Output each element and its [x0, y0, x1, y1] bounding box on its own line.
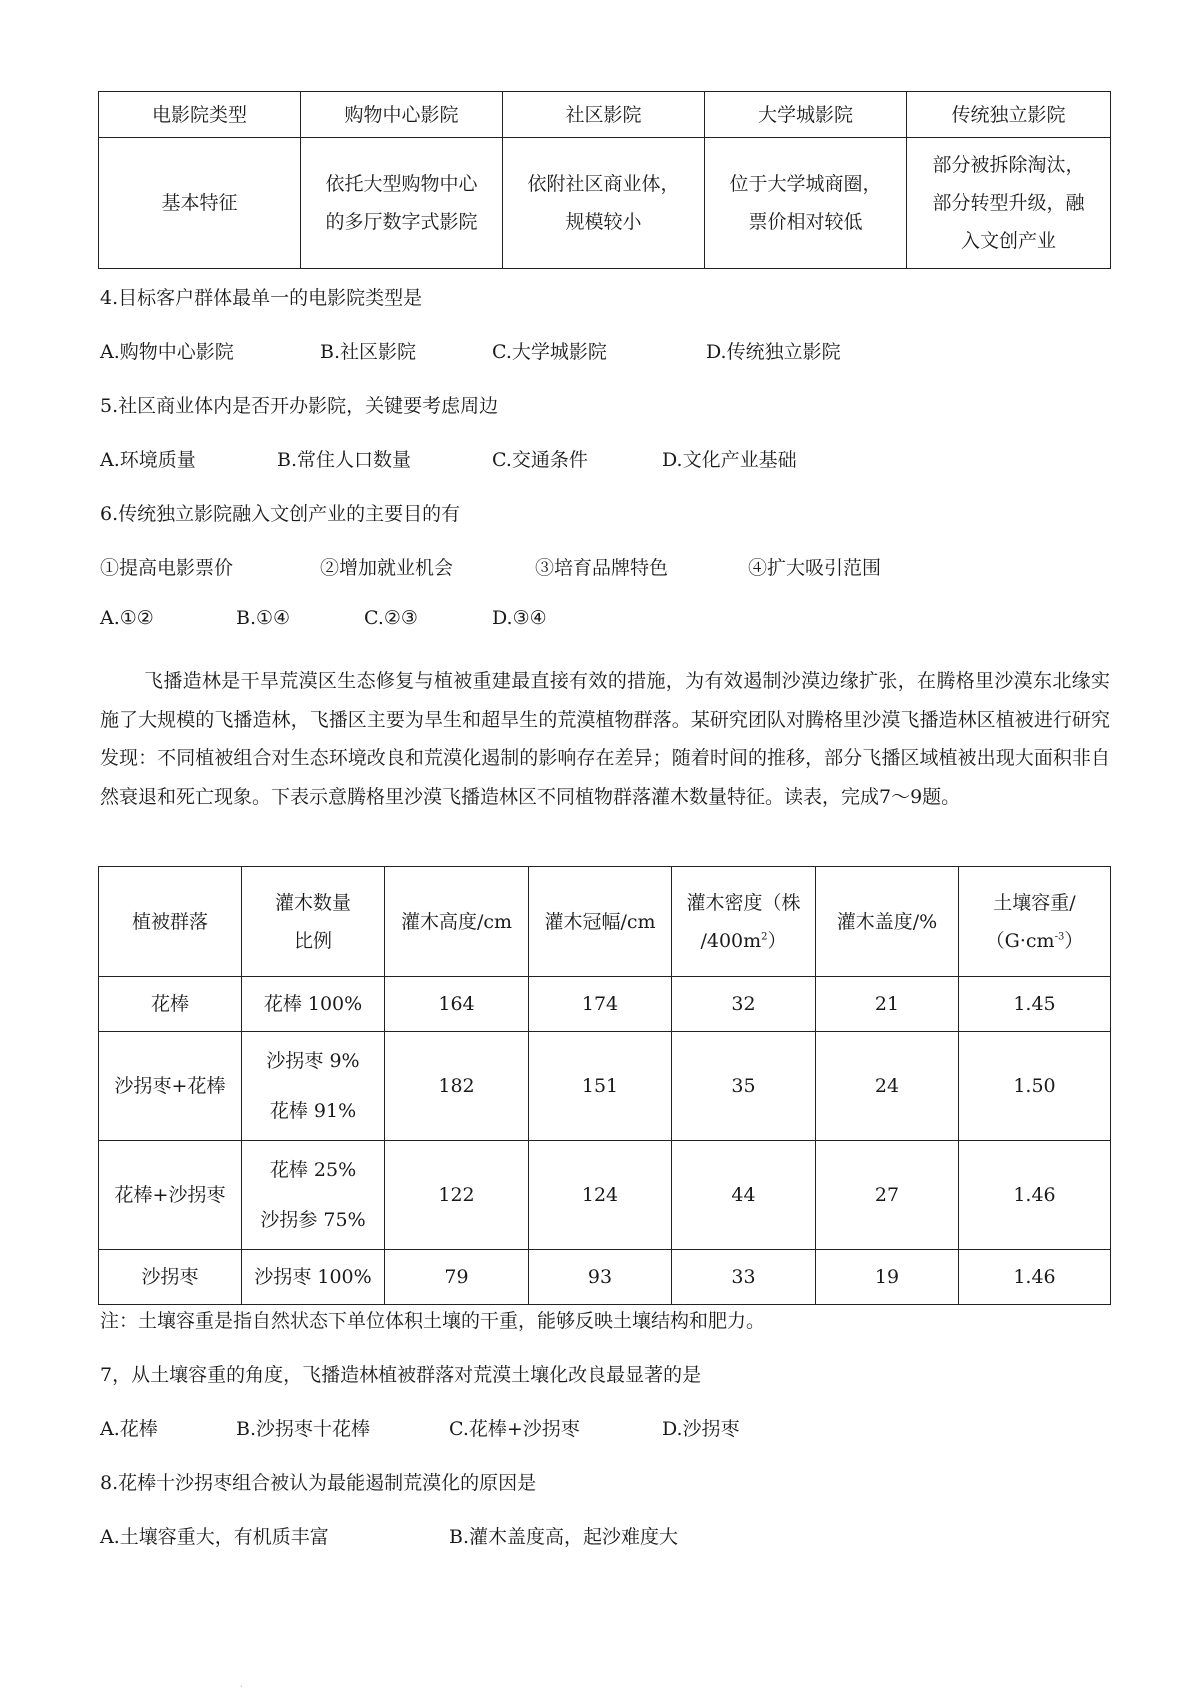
header-line	[965, 884, 1104, 922]
cell-cover: 27	[816, 1141, 959, 1250]
cell-density: 44	[672, 1141, 816, 1250]
question-6-stem: 6.传统独立影院融入文创产业的主要目的有	[100, 503, 461, 525]
cell-line: 票价相对较低	[748, 211, 863, 233]
cell-line: 依托大型购物中心	[325, 173, 478, 195]
reading-passage: 飞播造林是干旱荒漠区生态修复与植被重建最直接有效的措施，为有效遏制沙漠边缘扩张，在腾格里沙漠东北缘实施了大规模的飞播造林，飞播区主要为旱生和超旱生的荒漠植物群落。某研究团队对腾格里沙漠飞播造林区植被进行研究发现：不同植被组合对生态环境改良和荒漠化遏制的影响存在差异；随着时间的推移，部分飞播区域植被出现大面积非自然衰退和死亡现象。下表示意腾格里沙漠飞播造林区不同植物群落灌木数量特征。读表，完成7～9题。	[100, 670, 1110, 808]
q5-option-b[interactable]: B.常住人口数量	[277, 449, 412, 471]
q6-choice-4: ④扩大吸引范围	[748, 557, 882, 579]
shrub-community-table	[98, 866, 1111, 1305]
table-header-row	[99, 867, 1111, 977]
q4-option-c[interactable]: C.大学城影院	[492, 341, 607, 363]
header-text: 灌木密度（株	[686, 891, 801, 914]
table-cell	[301, 138, 503, 269]
question-7-stem: 7，从土壤容重的角度，飞播造林植被群落对荒漠土壤化改良最显著的是	[100, 1364, 702, 1386]
cell-soil: 1.45	[959, 977, 1111, 1032]
q6-option-a[interactable]: A.①②	[100, 607, 154, 629]
cell-cover: 24	[816, 1032, 959, 1141]
table-header-row	[99, 92, 1111, 138]
cell-line: 入文创产业	[960, 230, 1056, 252]
cell-ratio	[242, 1141, 385, 1250]
header-text: /400m	[700, 929, 762, 952]
row-label-cell: 基本特征	[99, 138, 301, 269]
table-row	[99, 977, 1111, 1032]
header-cover: 灌木盖度/%	[816, 867, 959, 977]
cell-community: 沙拐枣	[99, 1250, 242, 1305]
q6-option-b[interactable]: B.①④	[236, 607, 291, 629]
q6-choice-2: ②增加就业机会	[320, 557, 454, 579]
header-text: 土壤容重/	[993, 891, 1076, 914]
header-soil	[959, 867, 1111, 977]
header-line: 比例	[293, 929, 332, 952]
cell-crown: 93	[529, 1250, 672, 1305]
q7-option-d[interactable]: D.沙拐枣	[662, 1418, 740, 1440]
table-header-cell: 传统独立影院	[907, 92, 1111, 138]
cell-crown: 174	[529, 977, 672, 1032]
q8-option-b[interactable]: B.灌木盖度高，起沙难度大	[449, 1526, 679, 1548]
cell-density: 35	[672, 1032, 816, 1141]
cell-line: 沙拐枣 9%	[266, 1050, 360, 1072]
q7-option-a[interactable]: A.花棒	[100, 1418, 158, 1440]
cell-community: 花棒+沙拐枣	[99, 1141, 242, 1250]
cell-line: 规模较小	[565, 211, 642, 233]
table-header-cell: 电影院类型	[99, 92, 301, 138]
table-row	[99, 1032, 1111, 1141]
table-header-cell: 购物中心影院	[301, 92, 503, 138]
cell-ratio: 沙拐枣 100%	[242, 1250, 385, 1305]
table-row	[99, 138, 1111, 269]
q6-option-d[interactable]: D.③④	[492, 607, 547, 629]
q6-choice-3: ③培育品牌特色	[535, 557, 669, 579]
footer-mark: ·	[240, 1682, 243, 1691]
cell-density: 33	[672, 1250, 816, 1305]
cell-height: 164	[385, 977, 529, 1032]
q5-option-a[interactable]: A.环境质量	[100, 449, 196, 471]
header-line: 灌木数量	[274, 891, 351, 914]
cell-line: 花棒 25%	[269, 1159, 357, 1181]
q4-option-b[interactable]: B.社区影院	[320, 341, 417, 363]
cell-ratio: 花棒 100%	[242, 977, 385, 1032]
cinema-type-table	[98, 91, 1111, 269]
header-crown: 灌木冠幅/cm	[529, 867, 672, 977]
header-text: ）	[767, 929, 787, 952]
q6-choice-1: ①提高电影票价	[100, 557, 234, 579]
cell-line: 的多厅数字式影院	[325, 211, 478, 233]
header-line	[965, 922, 1104, 960]
q7-option-b[interactable]: B.沙拐枣十花棒	[236, 1418, 371, 1440]
cell-line: 位于大学城商圈，	[729, 173, 882, 195]
q8-option-a[interactable]: A.土壤容重大，有机质丰富	[100, 1526, 329, 1548]
header-line	[678, 884, 809, 922]
cell-line: 部分转型升级，融	[932, 192, 1085, 214]
question-4-stem: 4.目标客户群体最单一的电影院类型是	[100, 287, 423, 309]
header-height: 灌木高度/cm	[385, 867, 529, 977]
q4-option-d[interactable]: D.传统独立影院	[706, 341, 841, 363]
cell-height: 122	[385, 1141, 529, 1250]
cell-community: 沙拐枣+花棒	[99, 1032, 242, 1141]
cell-soil: 1.46	[959, 1141, 1111, 1250]
table-header-cell: 社区影院	[503, 92, 705, 138]
table-header-cell: 大学城影院	[705, 92, 907, 138]
cell-line: 依附社区商业体，	[527, 173, 680, 195]
header-text: ）	[1064, 929, 1084, 952]
q5-option-d[interactable]: D.文化产业基础	[662, 449, 797, 471]
q5-option-c[interactable]: C.交通条件	[492, 449, 588, 471]
cell-line: 花棒 91%	[269, 1100, 357, 1122]
header-text: （G·cm	[985, 929, 1055, 952]
cell-crown: 124	[529, 1141, 672, 1250]
question-5-stem: 5.社区商业体内是否开办影院，关键要考虑周边	[100, 395, 499, 417]
table-cell	[503, 138, 705, 269]
superscript: -3	[1054, 931, 1065, 943]
cell-soil: 1.50	[959, 1032, 1111, 1141]
table-row	[99, 1250, 1111, 1305]
cell-ratio	[242, 1032, 385, 1141]
cell-soil: 1.46	[959, 1250, 1111, 1305]
table-row	[99, 1141, 1111, 1250]
header-ratio	[242, 867, 385, 977]
q4-option-a[interactable]: A.购物中心影院	[100, 341, 234, 363]
cell-cover: 19	[816, 1250, 959, 1305]
table-note: 注：土壤容重是指自然状态下单位体积土壤的干重，能够反映土壤结构和肥力。	[100, 1310, 766, 1332]
header-density	[672, 867, 816, 977]
table-cell	[705, 138, 907, 269]
cell-cover: 21	[816, 977, 959, 1032]
cell-crown: 151	[529, 1032, 672, 1141]
header-line	[678, 922, 809, 960]
question-8-stem: 8.花棒十沙拐枣组合被认为最能遏制荒漠化的原因是	[100, 1472, 537, 1494]
cell-height: 182	[385, 1032, 529, 1141]
cell-height: 79	[385, 1250, 529, 1305]
header-community: 植被群落	[99, 867, 242, 977]
q6-option-c[interactable]: C.②③	[364, 607, 418, 629]
q7-option-c[interactable]: C.花棒+沙拐枣	[449, 1418, 580, 1440]
superscript: 2	[761, 931, 768, 943]
table-cell	[907, 138, 1111, 269]
cell-line: 沙拐参 75%	[260, 1209, 366, 1231]
cell-density: 32	[672, 977, 816, 1032]
cell-line: 部分被拆除淘汰，	[932, 154, 1085, 176]
cell-community: 花棒	[99, 977, 242, 1032]
